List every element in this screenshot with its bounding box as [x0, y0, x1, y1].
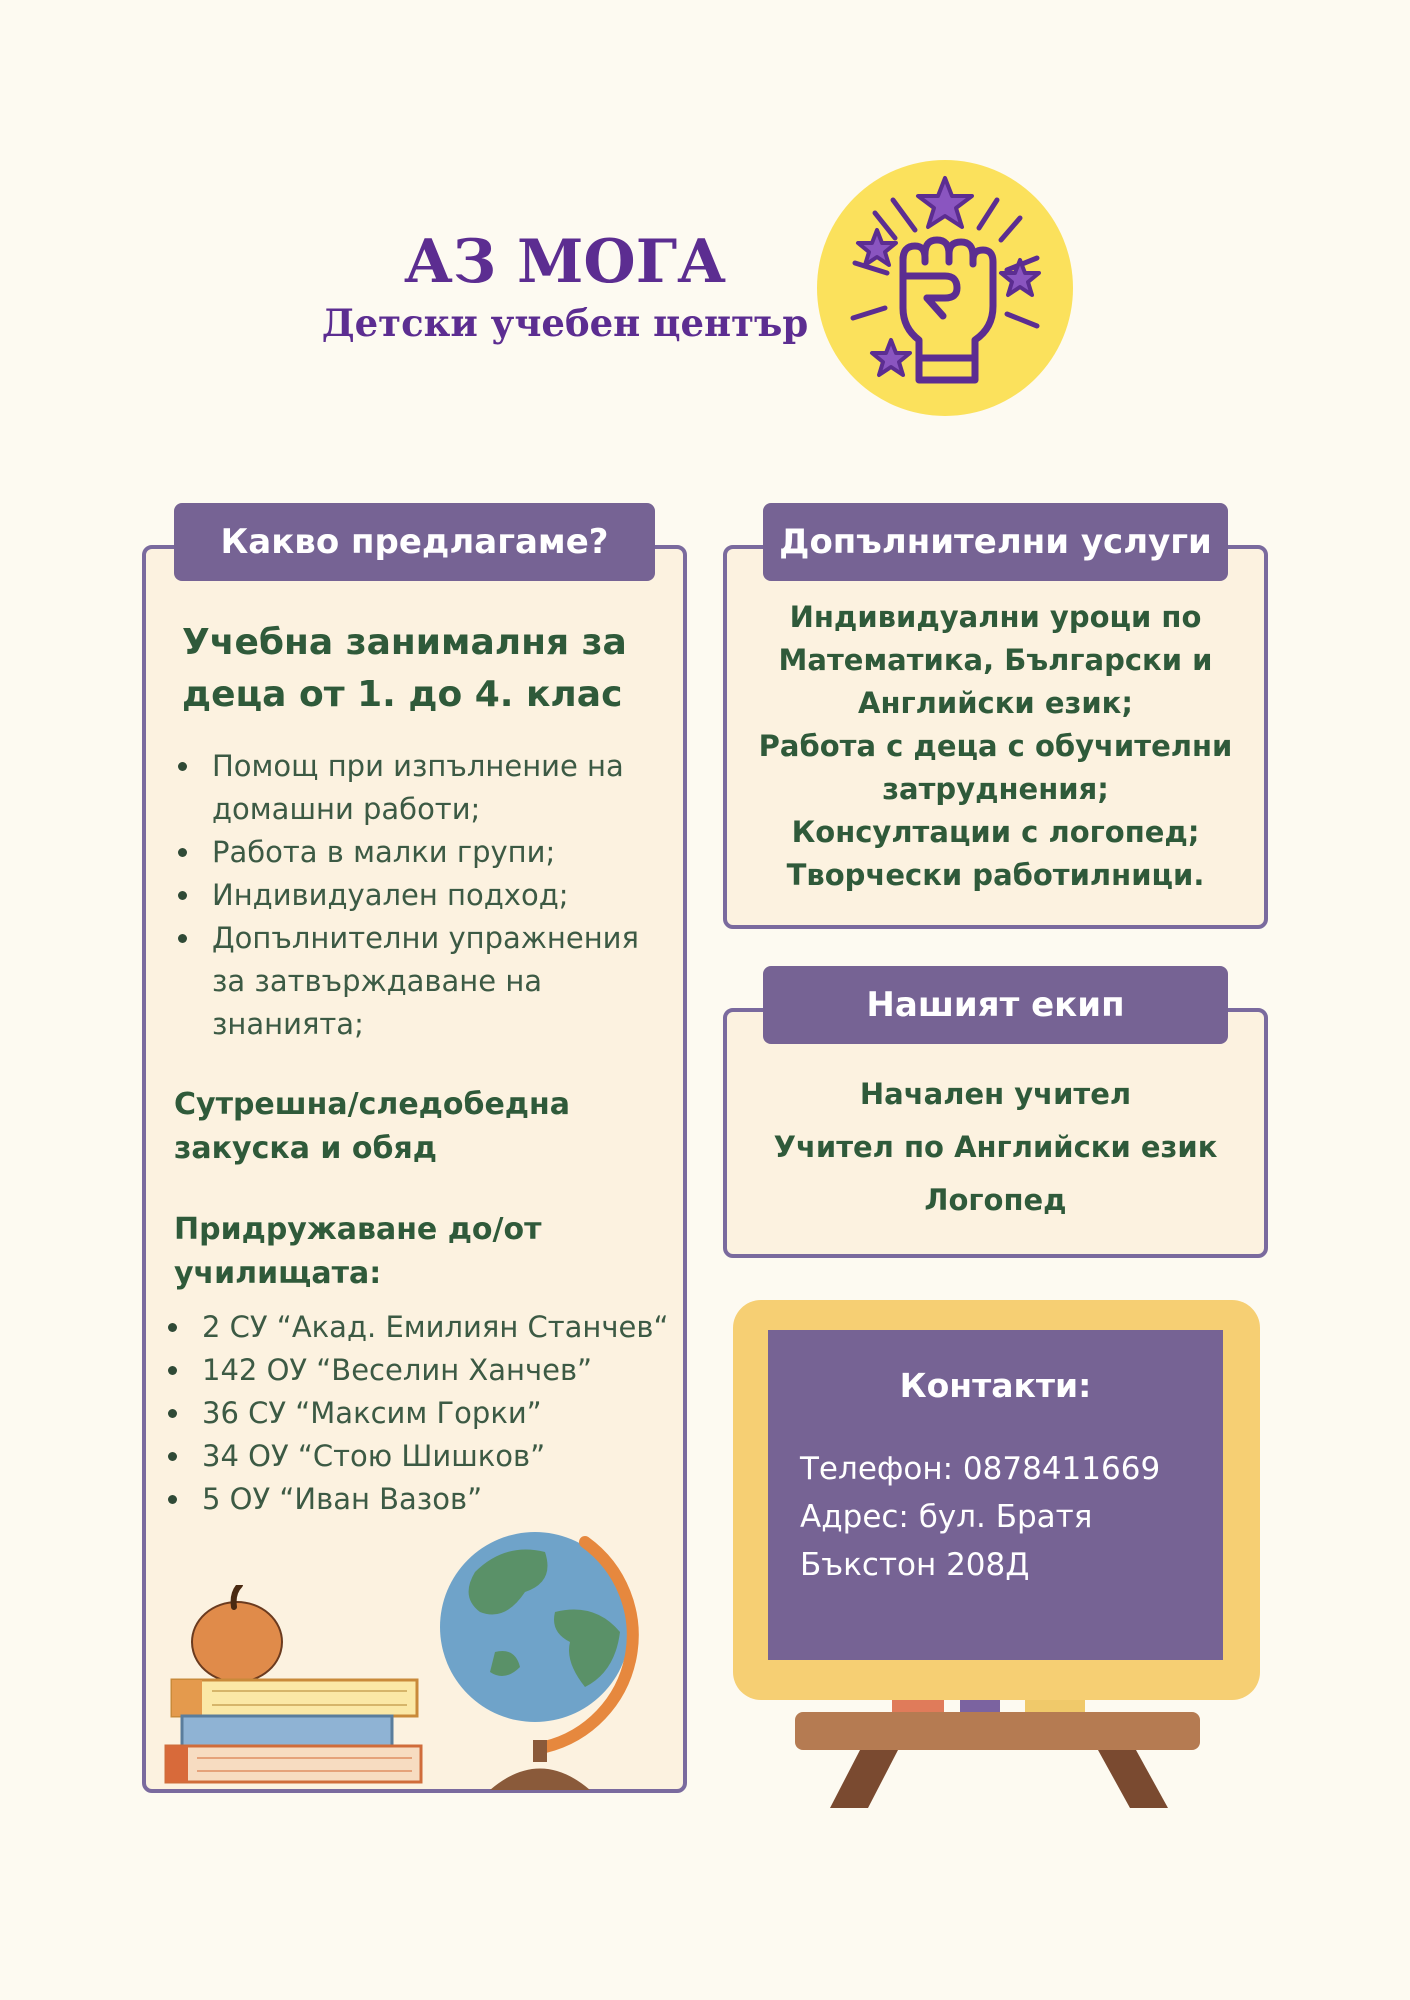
books-icon [162, 1585, 427, 1785]
offer-tab: Какво предлагаме? [174, 503, 655, 581]
apple-icon [192, 1585, 282, 1682]
offer-item-text: знанията; [212, 1007, 364, 1041]
offer-item-text: Индивидуален подход; [212, 878, 569, 912]
offer-heading-line: деца от 1. до 4. клас [182, 674, 623, 715]
school-item: 2 СУ “Акад. Емилиян Станчев“ [160, 1306, 680, 1349]
center-title: АЗ МОГА [403, 227, 726, 297]
school-item: 36 СУ “Максим Горки” [160, 1392, 680, 1435]
offer-item-text: Допълнителни упражнения [212, 921, 639, 955]
service-line: Индивидуални уроци по [789, 600, 1202, 634]
school-item: 142 ОУ “Веселин Ханчев” [160, 1349, 680, 1392]
team-member: Учител по Английски език [773, 1130, 1218, 1164]
escort-line: Придружаване до/от [174, 1212, 542, 1247]
meals-line: закуска и обяд [174, 1131, 437, 1166]
offer-item-text: домашни работи; [212, 792, 481, 826]
contacts-details [800, 1445, 1160, 1589]
service-line: Математика, Български и [778, 643, 1213, 677]
offer-list-item [170, 874, 670, 917]
service-line: Консултации с логопед; [791, 815, 1200, 849]
team-member: Начален учител [859, 1077, 1132, 1111]
contacts-title: Контакти: [899, 1366, 1092, 1405]
contacts-phone: Телефон: 0878411669 [800, 1451, 1161, 1487]
service-line: Работа с деца с обучителни [758, 729, 1233, 763]
services-list [723, 596, 1268, 897]
team-member: Логопед [924, 1183, 1067, 1217]
meals-text [174, 1083, 570, 1171]
offer-heading [182, 617, 627, 721]
chalkboard-easel-icon [780, 1690, 1220, 1810]
offer-heading-line: Учебна занималня за [182, 622, 627, 663]
team-list [723, 1068, 1268, 1227]
team-tab: Нашият екип [763, 966, 1228, 1044]
escort-line: училищата: [174, 1256, 382, 1291]
contacts-address: Адрес: бул. Братя [800, 1499, 1093, 1535]
schools-list [160, 1306, 680, 1521]
contacts-address: Бъкстон 208Д [800, 1547, 1030, 1583]
meals-line: Сутрешна/следобедна [174, 1087, 571, 1122]
service-line: Английски език; [858, 686, 1133, 720]
school-item: 5 ОУ “Иван Вазов” [160, 1478, 680, 1521]
service-line: затруднения; [882, 772, 1109, 806]
offer-item-text: Работа в малки групи; [212, 835, 556, 869]
raised-fist-stars-icon [815, 158, 1075, 418]
offer-list-item [170, 917, 670, 1046]
school-item: 34 ОУ “Стою Шишков” [160, 1435, 680, 1478]
globe-icon [435, 1512, 665, 1792]
offer-item-text: за затвърждаване на [212, 964, 543, 998]
offer-list-item [170, 745, 670, 831]
escort-text [174, 1208, 542, 1296]
offer-list-item [170, 831, 670, 874]
offer-list [170, 745, 670, 1046]
services-tab: Допълнителни услуги [763, 503, 1228, 581]
offer-item-text: Помощ при изпълнение на [212, 749, 624, 783]
service-line: Творчески работилници. [786, 858, 1205, 892]
center-subtitle: Детски учебен център [321, 301, 809, 345]
